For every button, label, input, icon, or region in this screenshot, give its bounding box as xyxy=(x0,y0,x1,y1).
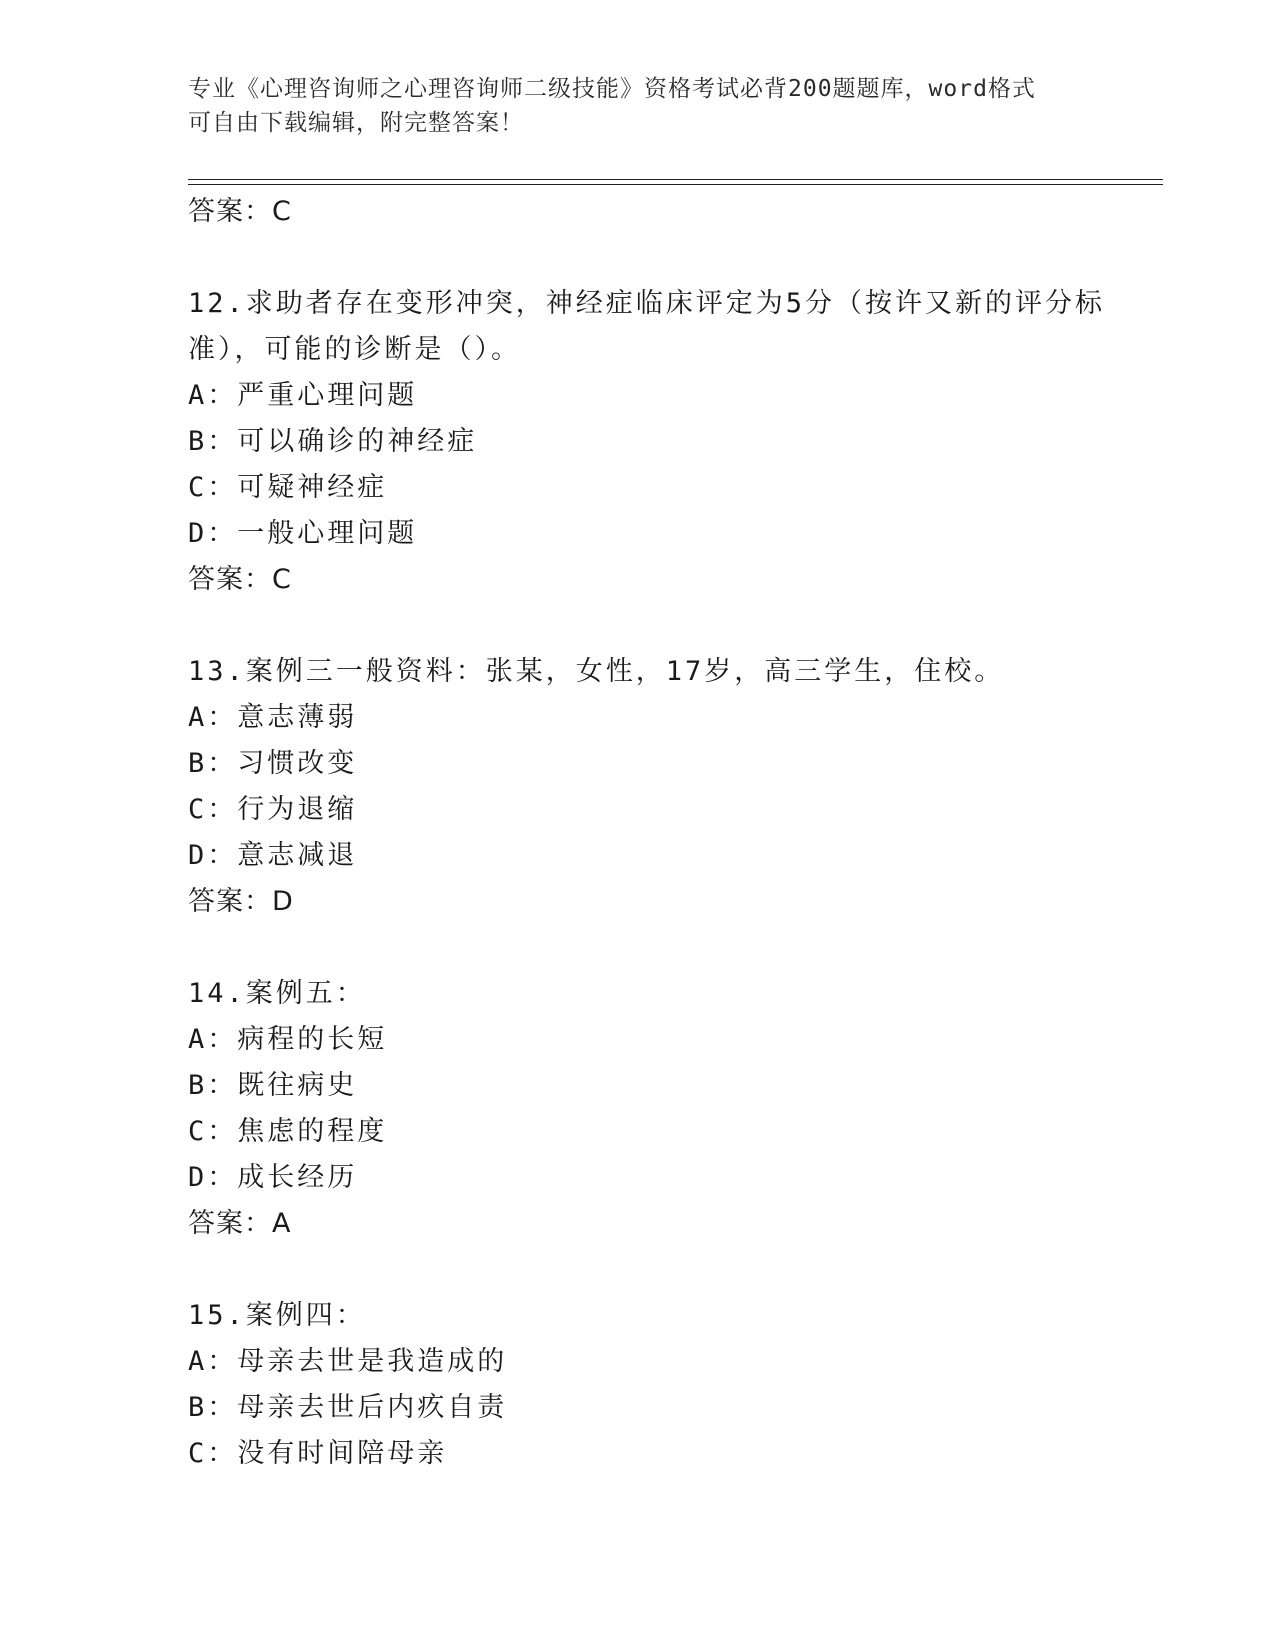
answer-line: 答案：D xyxy=(188,886,294,917)
question-item xyxy=(188,281,1106,603)
option-b: B：习惯改变 xyxy=(188,748,358,779)
option-d: D：意志减退 xyxy=(188,840,358,871)
question-stem: 15.案例四： xyxy=(188,1300,366,1331)
option-d: D：一般心理问题 xyxy=(188,518,418,549)
answer-line: 答案：C xyxy=(188,196,292,227)
header-divider-secondary xyxy=(188,184,1163,185)
spacer xyxy=(188,925,1088,971)
option-c: C：行为退缩 xyxy=(188,794,358,825)
option-b: B：既往病史 xyxy=(188,1070,358,1101)
question-stem: 13.案例三一般资料：张某，女性，17岁，高三学生，住校。 xyxy=(188,656,1005,687)
option-a: A：严重心理问题 xyxy=(188,380,418,411)
option-c: C：没有时间陪母亲 xyxy=(188,1438,448,1469)
question-stem-continued: 准），可能的诊断是（）。 xyxy=(188,334,521,365)
question-stem: 12.求助者存在变形冲突，神经症临床评定为5分（按许又新的评分标 xyxy=(188,288,1106,319)
answer-line: 答案：A xyxy=(188,1208,292,1239)
header-divider xyxy=(188,179,1163,180)
spacer xyxy=(188,603,1088,649)
option-c: C：可疑神经症 xyxy=(188,472,388,503)
question-stem: 14.案例五： xyxy=(188,978,366,1009)
option-b: B：可以确诊的神经症 xyxy=(188,426,478,457)
option-d: D：成长经历 xyxy=(188,1162,358,1193)
question-item xyxy=(188,649,1088,925)
option-b: B：母亲去世后内疚自责 xyxy=(188,1392,508,1423)
option-a: A：意志薄弱 xyxy=(188,702,358,733)
question-item xyxy=(188,971,1088,1247)
question-list xyxy=(188,189,1106,1477)
option-c: C：焦虑的程度 xyxy=(188,1116,388,1147)
spacer xyxy=(188,1247,1088,1293)
option-a: A：病程的长短 xyxy=(188,1024,388,1055)
spacer xyxy=(188,235,1088,281)
document-header xyxy=(188,72,1088,140)
answer-line: 答案：C xyxy=(188,564,292,595)
header-title-line2: 可自由下载编辑，附完整答案！ xyxy=(188,110,524,136)
question-item xyxy=(188,1293,1088,1477)
option-a: A：母亲去世是我造成的 xyxy=(188,1346,508,1377)
header-title-line1: 专业《心理咨询师之心理咨询师二级技能》资格考试必背200题题库，word格式 xyxy=(188,76,1036,102)
